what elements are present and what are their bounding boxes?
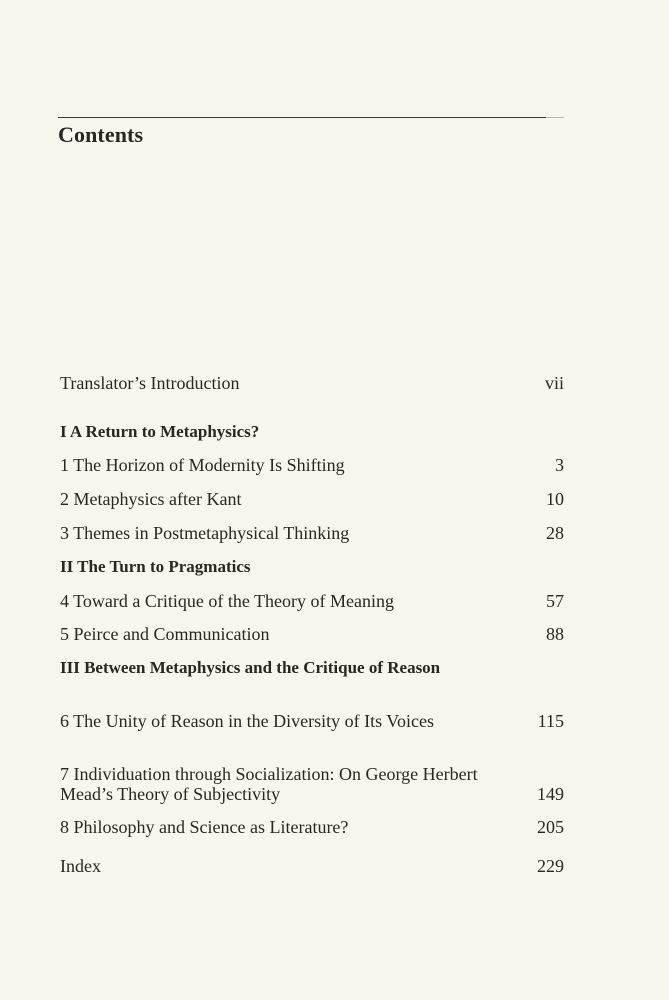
toc-entry-page: 28 [546,523,564,543]
toc-entry-title: Index [60,856,101,876]
toc-entry-title: 4 Toward a Critique of the Theory of Meaning [60,591,394,611]
toc-entry-index[interactable] [60,856,564,876]
toc-entry-page: vii [544,373,564,393]
toc-entry-title: 3 Themes in Postmetaphysical Thinking [60,523,350,543]
toc-entry-title: 5 Peirce and Communication [60,624,270,644]
top-rule [58,117,546,118]
toc-part-heading: III Between Metaphysics and the Critique of Reason [60,658,441,677]
page-title: Contents [58,122,144,147]
toc-entry-title: 2 Metaphysics after Kant [60,489,242,509]
toc-entry-chapter-4[interactable] [60,591,564,611]
toc-entry-chapter-8[interactable] [60,817,564,837]
toc-entry-title: 6 The Unity of Reason in the Diversity of Its Voices [60,711,434,731]
toc-entry-chapter-1[interactable] [60,455,564,475]
toc-entry-chapter-7[interactable] [60,764,564,804]
toc-entry-chapter-5[interactable] [60,624,564,644]
toc-entry-page: 149 [537,784,564,804]
toc-part-heading: II The Turn to Pragmatics [60,557,251,576]
toc-entry-page: 205 [537,817,564,837]
toc-entry-title: Translator’s Introduction [60,373,240,393]
toc-entry-chapter-2[interactable] [60,489,564,509]
toc-entry-chapter-6[interactable] [60,711,564,731]
toc-entry-title: 8 Philosophy and Science as Literature? [60,817,349,837]
toc-entry-page: 115 [537,711,564,731]
toc-entry-page: 57 [546,591,564,611]
toc-entry-page: 10 [546,489,564,509]
toc-entry-intro[interactable] [60,373,564,393]
toc-entry-page: 3 [555,455,564,475]
toc-entry-title: 1 The Horizon of Modernity Is Shifting [60,455,345,475]
toc-entry-title: 7 Individuation through Socialization: On George Herbert Mead’s Theory of Subjectivity [60,764,478,804]
toc-entry-chapter-3[interactable] [60,523,564,543]
toc-entry-page: 88 [546,624,564,644]
toc-part-heading: I A Return to Metaphysics? [60,422,260,441]
toc-entry-page: 229 [537,856,564,876]
top-rule-tail [546,117,564,118]
